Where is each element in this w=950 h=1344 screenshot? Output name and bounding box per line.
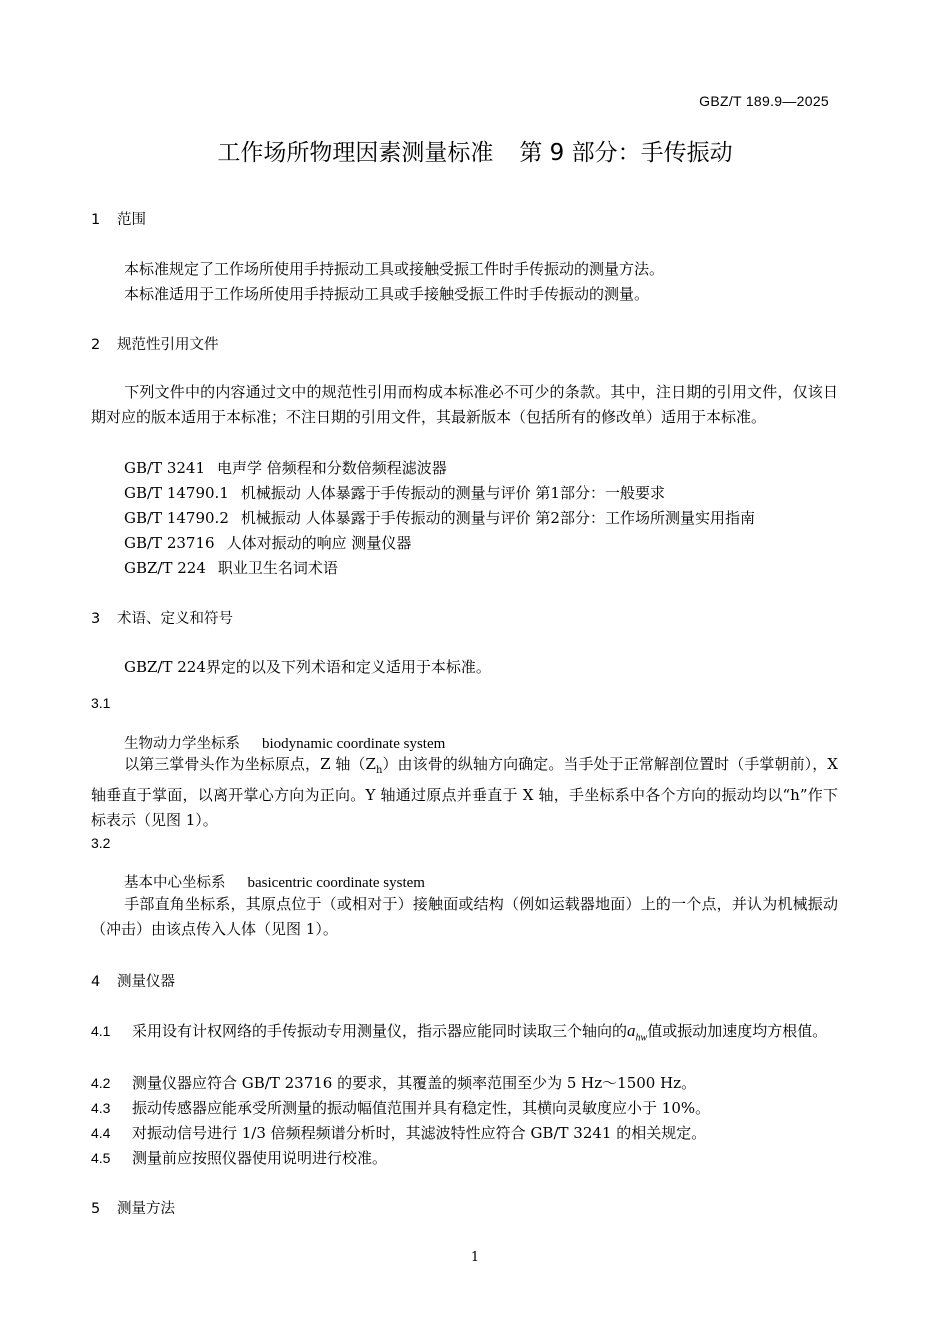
section-2-intro	[91, 380, 838, 430]
reference-code: GB/T 14790.2	[124, 509, 229, 527]
term-english: biodynamic coordinate system	[262, 736, 446, 752]
math-subscript: hw	[635, 1032, 648, 1044]
reference-name: 机械振动 人体暴露于手传振动的测量与评价 第2部分：工作场所测量实用指南	[240, 509, 755, 527]
item-text-b: 值或振动加速度均方根值。	[647, 1022, 828, 1040]
reference-item	[124, 457, 447, 478]
page-number: 1	[470, 1250, 480, 1265]
reference-code: GB/T 23716	[124, 534, 215, 552]
document-title	[0, 134, 950, 167]
term-chinese: 生物动力学坐标系	[124, 736, 240, 752]
instrument-item	[91, 1072, 696, 1093]
term-3-1-definition	[91, 752, 838, 833]
reference-item	[124, 557, 338, 578]
section-title: 规范性引用文件	[117, 337, 219, 353]
term-3-2-definition	[91, 892, 838, 942]
section-number: 4	[91, 974, 101, 990]
title-main: 工作场所物理因素测量标准	[217, 140, 494, 166]
reference-item	[124, 507, 755, 528]
term-3-1-title	[124, 732, 445, 753]
section-number: 2	[91, 337, 101, 353]
reference-code: GB/T 14790.1	[124, 484, 229, 502]
section-title: 测量仪器	[117, 974, 175, 990]
reference-name: 职业卫生名词术语	[217, 559, 338, 577]
definition-subscript: h	[375, 765, 383, 776]
section-number: 1	[91, 212, 101, 228]
section-number: 3	[91, 611, 101, 627]
item-number: 4.4	[91, 1125, 111, 1141]
item-number: 4.5	[91, 1150, 111, 1166]
item-text: 测量仪器应符合 GB/T 23716 的要求，其覆盖的频率范围至少为 5 Hz～1500 Hz。	[132, 1074, 697, 1092]
item-text: 对振动信号进行 1/3 倍频程频谱分析时，其滤波特性应符合 GB/T 3241 的相关规定。	[132, 1124, 707, 1142]
section-1-para-2: 本标准适用于工作场所使用手持振动工具或手接触受振工件时手传振动的测量。	[124, 285, 650, 303]
reference-item	[124, 482, 665, 503]
term-3-2-title	[124, 871, 425, 892]
reference-name: 人体对振动的响应 测量仪器	[226, 534, 412, 552]
item-text: 测量前应按照仪器使用说明进行校准。	[132, 1149, 388, 1167]
section-2-intro-text: 下列文件中的内容通过文中的规范性引用而构成本标准必不可少的条款。其中，注日期的引用文件，仅该日期对应的版本适用于本标准；不注日期的引用文件，其最新版本（包括所有的修改单）适用于本标准。	[91, 383, 838, 426]
title-part: 第 9 部分：手传振动	[519, 140, 733, 166]
instrument-item	[91, 1122, 706, 1143]
reference-name: 电声学 倍频程和分数倍频程滤波器	[217, 459, 447, 477]
definition-text: 手部直角坐标系，其原点位于（或相对于）接触面或结构（例如运载器地面）上的一个点，并认为机械振动（冲击）由该点传入人体（见图 1）。	[91, 895, 838, 938]
math-symbol	[627, 1021, 648, 1044]
section-title: 测量方法	[117, 1201, 175, 1217]
term-3-1-number: 3.1	[91, 695, 111, 711]
section-2-heading	[91, 333, 219, 354]
section-number: 5	[91, 1201, 101, 1217]
instrument-item	[91, 1018, 838, 1050]
instrument-item	[91, 1147, 387, 1168]
term-english: basicentric coordinate system	[247, 875, 425, 891]
section-title: 范围	[117, 212, 146, 228]
item-text: 振动传感器应能承受所测量的振动幅值范围并具有稳定性，其横向灵敏度应小于 10%。	[132, 1099, 711, 1117]
reference-name: 机械振动 人体暴露于手传振动的测量与评价 第1部分：一般要求	[240, 484, 665, 502]
section-5-heading	[91, 1197, 175, 1218]
reference-code: GB/T 3241	[124, 459, 206, 477]
term-chinese: 基本中心坐标系	[124, 875, 226, 891]
reference-code: GBZ/T 224	[124, 559, 206, 577]
item-number: 4.3	[91, 1100, 111, 1116]
standard-code: GBZ/T 189.9—2025	[699, 93, 829, 109]
definition-text-a: 以第三掌骨头作为坐标原点，Z 轴（Z	[124, 755, 376, 773]
reference-item	[124, 532, 411, 553]
section-4-heading	[91, 970, 175, 991]
item-text-a: 采用设有计权网络的手传振动专用测量仪，指示器应能同时读取三个轴向的	[132, 1022, 628, 1040]
item-number: 4.2	[91, 1075, 111, 1091]
section-3-intro: GBZ/T 224界定的以及下列术语和定义适用于本标准。	[124, 658, 491, 676]
section-1-heading	[91, 208, 146, 229]
term-3-2-number: 3.2	[91, 835, 111, 851]
section-1-para-1: 本标准规定了工作场所使用手持振动工具或接触受振工件时手传振动的测量方法。	[124, 260, 665, 278]
math-main: a	[627, 1021, 636, 1040]
item-number: 4.1	[91, 1023, 111, 1039]
section-3-heading	[91, 607, 233, 628]
instrument-item	[91, 1097, 710, 1118]
section-title: 术语、定义和符号	[117, 611, 233, 627]
definition-text-b: ）由该骨的纵轴方向确定。当手处于正常解剖位置时（手掌朝前），X 轴垂直于掌面，以离开掌心方向为正向。Y 轴通过原点并垂直于 X 轴，手坐标系中各个方向的振动均以“h”作下标表示（见图 1）。	[91, 755, 838, 829]
